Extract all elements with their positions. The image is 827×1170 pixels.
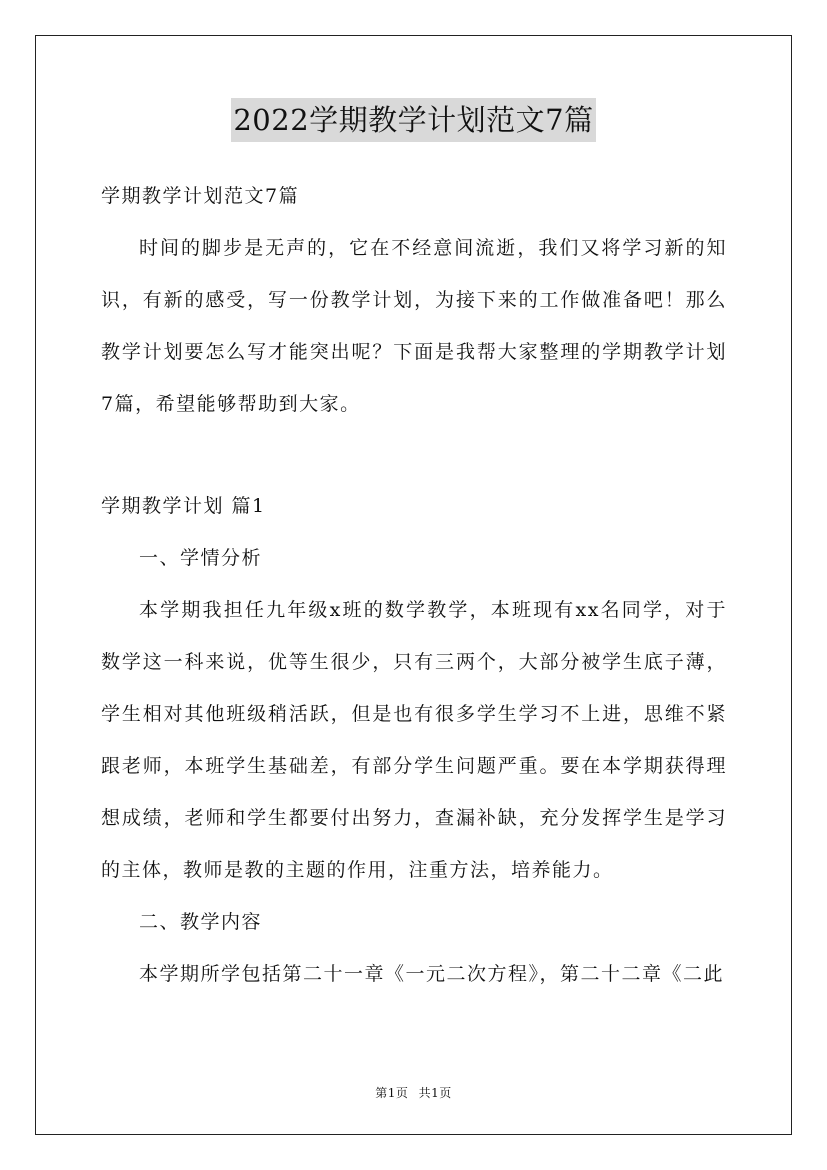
section-heading: 学期教学计划 篇1: [101, 495, 266, 517]
document-body: [101, 170, 727, 1000]
section-gap: [101, 430, 727, 480]
page-total: 共1页: [418, 1086, 452, 1100]
part-paragraph-2: 本学期所学包括第二十一章《一元二次方程》，第二十二章《二此: [139, 963, 725, 985]
page-footer: [0, 1084, 827, 1101]
title-wrap: [0, 98, 827, 142]
document-title: 2022学期教学计划范文7篇: [231, 98, 595, 142]
subtitle: 学期教学计划范文7篇: [101, 185, 300, 207]
part-paragraph-1: 本学期我担任九年级x班的数学教学，本班现有xx名同学，对于数学这一科来说，优等生很少，只有三两个，大部分被学生底子薄，学生相对其他班级稍活跃，但是也有很多学生学习不上进，思维不紧跟老师，本班学生基础差，有部分学生问题严重。要在本学期获得理想成绩，老师和学生都要付出努力，查漏补缺，充分发挥学生是学习的主体，教师是教的主题的作用，注重方法，培养能力。: [101, 599, 727, 881]
page-number: 第1页: [375, 1086, 409, 1100]
part-heading-1: 一、学情分析: [139, 547, 263, 569]
intro-paragraph: 时间的脚步是无声的，它在不经意间流逝，我们又将学习新的知识，有新的感受，写一份教学计划，为接下来的工作做准备吧！那么教学计划要怎么写才能突出呢？下面是我帮大家整理的学期教学计划7篇，希望能够帮助到大家。: [101, 237, 727, 415]
part-heading-2: 二、教学内容: [139, 911, 263, 933]
